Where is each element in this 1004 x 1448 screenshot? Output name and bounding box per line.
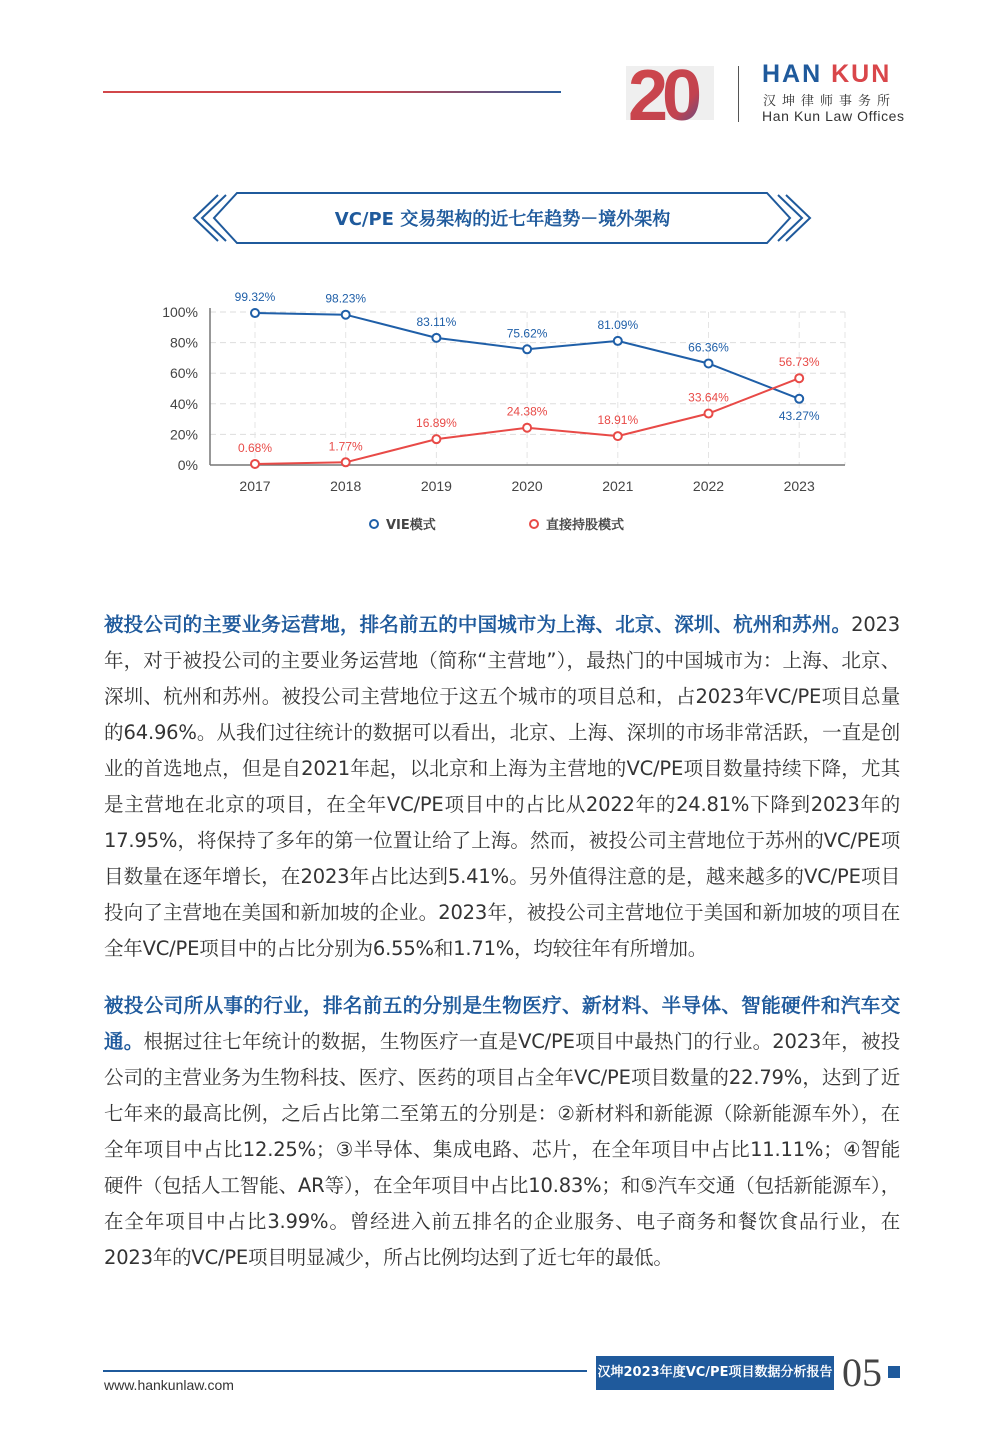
paragraph-body: 2023年，对于被投公司的主要业务运营地（简称“主营地”），最热门的中国城市为：上海、北京、深圳、杭州和苏州。被投公司主营地位于这五个城市的项目总和，占2023年VC/PE项目总量的64.96%。从我们过往统计的数据可以看出，北京、上海、深圳的市场非常活跃，一直是创业的首选地点，但是自2021年起，以北京和上海为主营地的VC/PE项目数量持续下降，尤其是主营地在北京的项目，在全年VC/PE项目中的占比从2022年的24.81%下降到2023年的17.95%，将保持了多年的第一位置让给了上海。然而，被投公司主营地位于苏州的VC/PE项目数量在逐年增长，在2023年占比达到5.41%。另外值得注意的是，越来越多的VC/PE项目投向了主营地在美国和新加坡的企业。2023年，被投公司主营地位于美国和新加坡的项目在全年VC/PE项目中的占比分别为6.55%和1.71%，均较往年有所增加。 (104, 613, 900, 960)
y-tick-label: 80% (169, 334, 198, 351)
legend-marker (530, 520, 538, 528)
footer-rule (103, 1370, 587, 1372)
section-title: VC/PE 交易架构的近七年趋势－境外架构 (334, 209, 671, 230)
data-point (614, 337, 622, 345)
brand-kun: KUN (831, 60, 892, 88)
website-link[interactable]: www.hankunlaw.com (104, 1377, 234, 1393)
data-point (432, 435, 440, 443)
data-label: 66.36% (688, 340, 729, 355)
brand-english-name: Han Kun Law Offices (762, 108, 905, 124)
data-point (523, 345, 531, 353)
legend-marker (370, 520, 378, 528)
data-label: 99.32% (234, 290, 276, 305)
chart (0, 0, 1004, 600)
data-point (432, 334, 440, 342)
data-label: 33.64% (688, 390, 729, 405)
data-label: 83.11% (416, 314, 457, 329)
data-label: 24.38% (506, 404, 548, 419)
y-tick-label: 40% (169, 395, 198, 412)
page-number-square (888, 1366, 900, 1378)
svg-text:20: 20 (628, 62, 697, 122)
brand-han: HAN (762, 60, 823, 88)
x-tick-label: 2017 (239, 478, 271, 494)
data-point (705, 359, 713, 367)
data-point (523, 424, 531, 432)
legend-label: VIE模式 (386, 518, 436, 533)
data-point (251, 309, 259, 317)
paragraph-lead: 被投公司所从事的行业，排名前五的分别是生物医疗、新材料、半导体、智能硬件和汽车交通。 (104, 994, 900, 1053)
y-tick-label: 60% (169, 365, 198, 382)
report-title-badge: 汉坤2023年度VC/PE项目数据分析报告 (596, 1356, 834, 1390)
legend-label: 直接持股模式 (546, 518, 625, 533)
data-point (342, 311, 350, 319)
x-tick-label: 2021 (602, 478, 634, 494)
data-label: 0.68% (237, 440, 273, 455)
data-point (342, 458, 350, 466)
data-label: 43.27% (778, 408, 820, 423)
x-tick-label: 2022 (692, 478, 725, 494)
paragraph-cities (104, 607, 900, 967)
data-label: 75.62% (506, 326, 548, 341)
data-label: 56.73% (778, 355, 820, 370)
y-tick-label: 100% (162, 304, 198, 320)
paragraph-industries (104, 988, 900, 1276)
data-point (795, 374, 803, 382)
data-point (705, 410, 713, 418)
data-label: 98.23% (325, 291, 367, 306)
x-tick-label: 2023 (783, 478, 815, 494)
data-point (251, 460, 259, 468)
page-number: 05 (842, 1350, 882, 1395)
data-label: 18.91% (597, 413, 639, 428)
y-tick-label: 0% (177, 457, 198, 473)
brand-chinese-name: 汉坤律师事务所 (763, 94, 897, 109)
data-label: 81.09% (597, 317, 639, 332)
x-tick-label: 2018 (330, 478, 362, 494)
y-tick-label: 20% (169, 426, 198, 443)
data-label: 1.77% (328, 439, 363, 454)
paragraph-body: 根据过往七年统计的数据，生物医疗一直是VC/PE项目中最热门的行业。2023年，被投公司的主营业务为生物科技、医疗、医药的项目占全年VC/PE项目数量的22.79%，达到了近七年来的最高比例，之后占比第二至第五的分别是：②新材料和新能源（除新能源车外），在全年项目中占比12.25%；③半导体、集成电路、芯片，在全年项目中占比11.11%；④智能硬件（包括人工智能、AR等），在全年项目中占比10.83%；和⑤汽车交通（包括新能源车），在全年项目中占比3.99%。曾经进入前五排名的企业服务、电子商务和餐饮食品行业，在2023年的VC/PE项目明显减少，所占比例均达到了近七年的最低。 (104, 1030, 900, 1269)
data-point (614, 432, 622, 440)
data-label: 16.89% (416, 416, 457, 431)
x-tick-label: 2020 (511, 478, 543, 494)
paragraph-lead: 被投公司的主要业务运营地，排名前五的中国城市为上海、北京、深圳、杭州和苏州。 (104, 613, 852, 636)
x-tick-label: 2019 (420, 478, 452, 494)
data-point (795, 395, 803, 403)
